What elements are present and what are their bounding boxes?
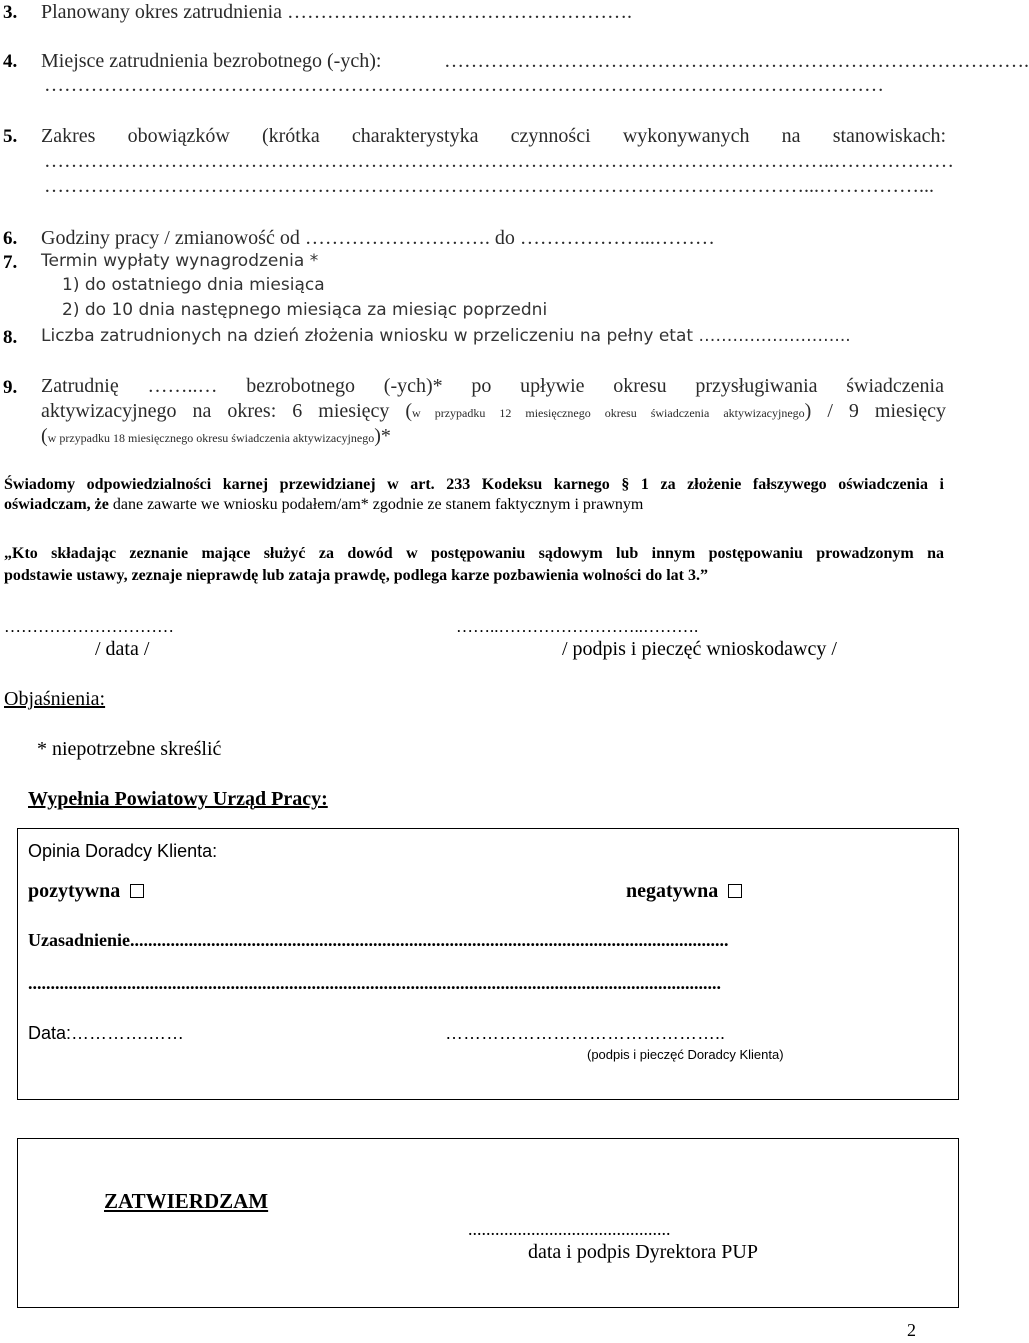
justification-line-1: Uzasadnienie..................................................................................................................................... [28,930,729,950]
item-6-number: 6. [3,228,18,249]
item-8-number: 8. [3,327,18,348]
item-9-line-2 [41,400,946,423]
item-3-text: Planowany okres zatrudnienia ……………………………………………. [41,1,633,23]
opinion-sign-caption: (podpis i pieczęć Doradcy Klienta) [587,1047,784,1062]
item-9-line-1: Zatrudnię ……..… bezrobotnego (-ych)* po upływie okresu przysługiwania świadczenia [41,375,944,397]
quote-line-2: podstawie ustawy, zeznaje nieprawdę lub zataja prawdę, podlega karze pozbawienia wolności do lat 3.” [4,567,708,584]
notes-heading: Objaśnienia: [4,688,106,710]
item-8-text: Liczba zatrudnionych na dzień złożenia wniosku w przeliczeniu na pełny etat ……………………... [41,326,851,346]
positive-option [28,880,144,903]
declaration-line-2 [4,496,643,514]
declaration-line-2-bold: oświadczam, że [4,496,109,513]
negative-checkbox[interactable] [728,884,742,898]
opinion-title: Opinia Doradcy Klienta: [28,841,218,861]
item-7-option-2: 2) do 10 dnia następnego miesiąca za miesiąc poprzedni [62,300,548,320]
negative-label: negatywna [626,880,719,902]
opinion-sign-dots: ……………………………………….. [445,1023,726,1043]
positive-label: pozytywna [28,880,121,902]
item-9-line-3b: w przypadku 18 miesięcznego okresu świadczenia aktywizacyjnego [47,431,375,445]
declaration-line-2-rest: dane zawarte we wniosku podałem/am* zgodnie ze stanem faktycznym i prawnym [108,496,644,513]
item-9-line-3c: )* [374,425,391,447]
signature-dots-left: ………………………… [4,617,174,636]
item-5-dots-1: ………………………………………………………………………………………………………..……………… [44,150,954,172]
opinion-date: Data:………….…… [28,1023,185,1043]
pup-heading: Wypełnia Powiatowy Urząd Pracy: [28,788,328,810]
item-4-text: Miejsce zatrudnienia bezrobotnego (-ych): [41,50,382,72]
item-5-text: Zakres obowiązków (krótka charakterystyka czynności wykonywanych na stanowiskach: [41,125,946,147]
signature-label-date: / data / [95,638,150,660]
declaration-line-1: Świadomy odpowiedzialności karnej przewidzianej w art. 233 Kodeksu karnego § 1 za złożenie fałszywego oświadczenia i [4,476,944,493]
item-4-dots-2: ……………………………………………………………………………………………………………… [44,74,884,96]
item-4-number: 4. [3,51,18,72]
item-9-line-3a: ( [41,425,48,447]
page-number: 2 [907,1320,916,1340]
item-9-line-3 [41,425,391,448]
item-9-line-2a: aktywizacyjnego na okres: 6 miesięcy ( [41,400,413,422]
item-9-line-2c: ) / 9 miesięcy [804,400,946,422]
item-3-number: 3. [3,2,18,23]
negative-option [626,880,742,903]
item-7-number: 7. [3,252,18,273]
justification-line-2: .......................................................................................................................................................... [28,973,721,993]
item-9-line-2b: w przypadku 12 miesięcznego okresu świadczenia aktywizacyjnego [412,406,805,420]
notes-star: * niepotrzebne skreślić [37,738,222,760]
positive-checkbox[interactable] [130,884,144,898]
approve-heading: ZATWIERDZAM [104,1189,269,1213]
item-9-number: 9. [3,377,18,398]
approve-dots: ............................................. [468,1219,671,1239]
item-5-dots-2: ……………………………………………………………………………………………………...……………... [44,175,934,197]
item-5-number: 5. [3,126,18,147]
approval-box [17,1138,959,1308]
item-4-dots-1: ……………………………………………………………………………. [444,50,1029,72]
item-7-text: Termin wypłaty wynagrodzenia * [41,251,319,271]
item-6-text: Godziny pracy / zmianowość od ………………………. do ………………...……… [41,227,715,249]
item-7-option-1: 1) do ostatniego dnia miesiąca [62,275,325,295]
opinion-box [17,828,959,1100]
quote-line-1: „Kto składając zeznanie mające służyć za dowód w postępowaniu sądowym lub innym postępowaniu prowadzonym na [4,545,944,562]
signature-label-sign: / podpis i pieczęć wnioskodawcy / [562,638,837,660]
signature-dots-right: ……..……………………..………. [456,617,699,636]
approve-caption: data i podpis Dyrektora PUP [528,1241,758,1263]
